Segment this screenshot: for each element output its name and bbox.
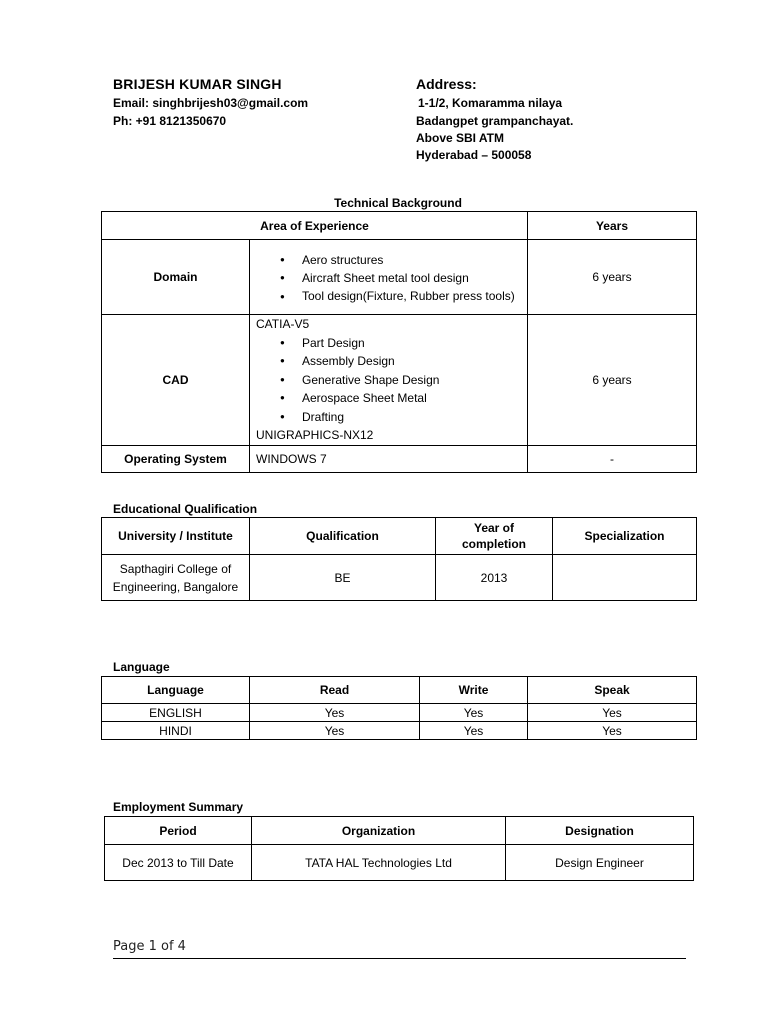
row-label: Domain	[102, 240, 250, 315]
os-cell: WINDOWS 7	[250, 445, 528, 472]
bullet-item: ● Assembly Design	[302, 352, 521, 371]
speak-cell: Yes	[528, 704, 697, 722]
cad-software-name: CATIA-V5	[256, 317, 310, 331]
language-header-row	[102, 677, 697, 704]
organization-cell: TATA HAL Technologies Ltd	[252, 845, 506, 881]
technical-table	[101, 211, 697, 473]
address-line-2: Badangpet grampanchayat.	[416, 114, 574, 128]
technical-title: Technical Background	[334, 196, 462, 210]
table-row	[102, 555, 697, 601]
qualification-cell: BE	[250, 555, 436, 601]
bullet-item: ● Tool design(Fixture, Rubber press tools)	[302, 288, 521, 304]
bullet-item: ● Aerospace Sheet Metal	[302, 389, 521, 408]
col-institute: University / Institute	[102, 518, 250, 555]
domain-bullet-list	[256, 251, 521, 304]
education-title: Educational Qualification	[113, 502, 258, 516]
col-organization: Organization	[252, 817, 506, 845]
candidate-name: BRIJESH KUMAR SINGH	[113, 76, 282, 92]
col-speak: Speak	[528, 677, 697, 704]
technical-row-domain	[102, 240, 697, 315]
employment-table	[104, 816, 694, 881]
technical-header-row	[102, 212, 697, 240]
years-cell: -	[528, 445, 697, 472]
col-period: Period	[105, 817, 252, 845]
bullet-item: ● Generative Shape Design	[302, 371, 521, 390]
table-row	[102, 722, 697, 740]
years-cell: 6 years	[528, 315, 697, 446]
period-cell: Dec 2013 to Till Date	[105, 845, 252, 881]
years-cell: 6 years	[528, 240, 697, 315]
address-line-3: Above SBI ATM	[416, 131, 505, 145]
employment-header-row	[105, 817, 694, 845]
bullet-item: ● Aero structures	[302, 251, 521, 270]
col-write: Write	[420, 677, 528, 704]
technical-row-cad	[102, 315, 697, 446]
domain-experience-cell	[250, 240, 528, 315]
address-line-1: 1-1/2, Komaramma nilaya	[418, 96, 563, 110]
col-designation: Designation	[506, 817, 694, 845]
write-cell: Yes	[420, 704, 528, 722]
bullet-item: ● Aircraft Sheet metal tool design	[302, 269, 521, 288]
col-read: Read	[250, 677, 420, 704]
cad-experience-cell	[250, 315, 528, 446]
language-title: Language	[113, 660, 170, 674]
employment-title: Employment Summary	[113, 800, 244, 814]
language-table	[101, 676, 697, 740]
table-row	[105, 845, 694, 881]
cad-bullet-list	[256, 334, 521, 427]
designation-cell: Design Engineer	[506, 845, 694, 881]
bullet-item: ● Part Design	[302, 334, 521, 353]
year-cell: 2013	[436, 555, 553, 601]
col-year: Year of completion	[436, 518, 553, 555]
language-cell: ENGLISH	[102, 704, 250, 722]
write-cell: Yes	[420, 722, 528, 740]
col-qualification: Qualification	[250, 518, 436, 555]
language-cell: HINDI	[102, 722, 250, 740]
bullet-item: ● Drafting	[302, 408, 521, 427]
row-label: CAD	[102, 315, 250, 446]
col-years: Years	[528, 212, 697, 240]
cad-software-name-2: UNIGRAPHICS-NX12	[256, 428, 374, 442]
education-header-row	[102, 518, 697, 555]
address-title: Address:	[416, 76, 477, 92]
footer-divider	[113, 958, 686, 959]
address-line-4: Hyderabad – 500058	[416, 148, 532, 162]
page-number: Page 1 of 4	[113, 939, 186, 954]
read-cell: Yes	[250, 704, 420, 722]
speak-cell: Yes	[528, 722, 697, 740]
specialization-cell	[553, 555, 697, 601]
col-specialization: Specialization	[553, 518, 697, 555]
phone-line: Ph: +91 8121350670	[113, 114, 227, 128]
row-label: Operating System	[102, 445, 250, 472]
email-line: Email: singhbrijesh03@gmail.com	[113, 96, 309, 110]
education-table	[101, 517, 697, 601]
institute-cell: Sapthagiri College of Engineering, Bangalore	[102, 555, 250, 601]
read-cell: Yes	[250, 722, 420, 740]
table-row	[102, 704, 697, 722]
col-language: Language	[102, 677, 250, 704]
col-area-of-experience: Area of Experience	[102, 212, 528, 240]
technical-row-os	[102, 445, 697, 472]
